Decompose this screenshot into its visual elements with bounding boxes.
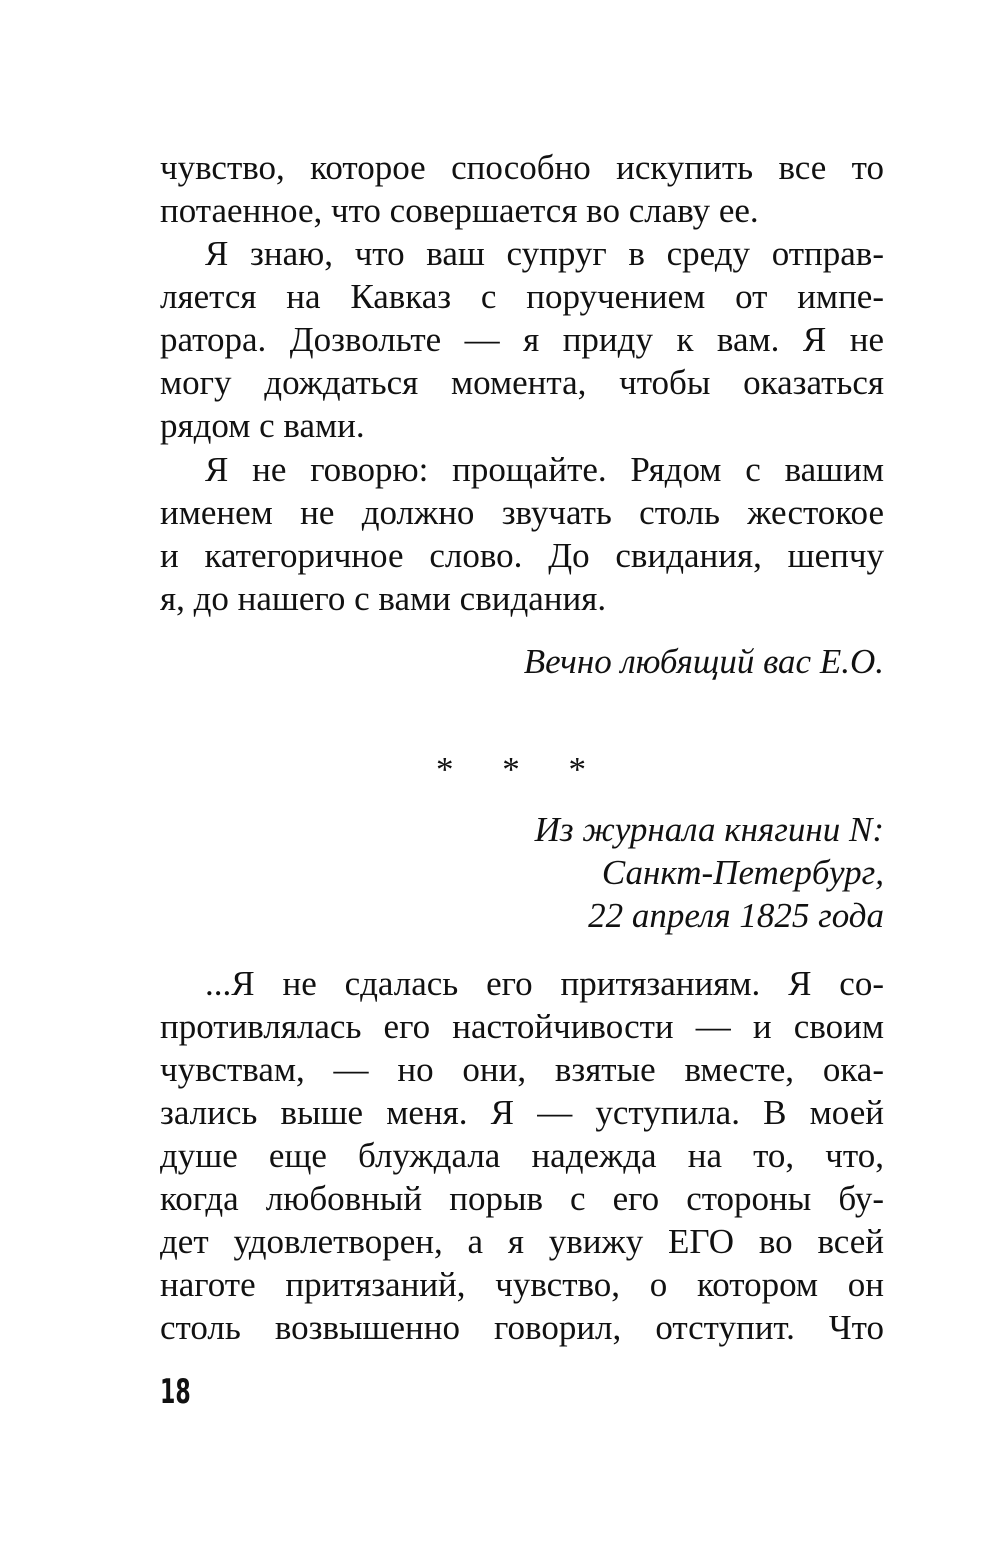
text-line: ...Я не сдалась его притязаниям. Я со- <box>205 964 884 1003</box>
journal-place: Санкт-Петербург, <box>601 853 884 892</box>
text-line: могу дождаться момента, чтобы оказаться <box>160 363 884 402</box>
text-line: рядом с вами. <box>160 406 365 445</box>
text-line: наготе притязаний, чувство, о котором он <box>160 1265 884 1304</box>
asterisk: * <box>568 750 586 789</box>
text-line: чувство, которое способно искупить все то <box>160 148 884 187</box>
text-line: потаенное, что совершается во славу ее. <box>160 191 759 230</box>
asterisk: * <box>502 750 520 789</box>
text-line: дет удовлетворен, а я увижу ЕГО во всей <box>160 1222 884 1261</box>
text-line: и категоричное слово. До свидания, шепчу <box>160 536 884 575</box>
text-line: зались выше меня. Я — уступила. В моей <box>160 1093 884 1132</box>
text-line: чувствам, — но они, взятые вместе, ока- <box>160 1050 884 1089</box>
text-line: противлялась его настойчивости — и своим <box>160 1007 884 1046</box>
paragraph <box>160 232 884 447</box>
journal-date: 22 апреля 1825 года <box>588 896 884 935</box>
text-line: душе еще блуждала надежда на то, что, <box>160 1136 884 1175</box>
text-line: когда любовный порыв с его стороны бу- <box>160 1179 884 1218</box>
asterisk: * <box>436 750 454 789</box>
paragraph <box>160 962 884 1349</box>
text-line: ратора. Дозвольте — я приду к вам. Я не <box>160 320 884 359</box>
journal-heading <box>535 808 884 937</box>
section-separator <box>436 748 586 791</box>
letter-signature: Вечно любящий вас Е.О. <box>523 642 884 681</box>
text-line: Я не говорю: прощайте. Рядом с вашим <box>205 450 884 489</box>
text-line: ляется на Кавказ с поручением от импе- <box>160 277 884 316</box>
text-line: именем не должно звучать столь жестокое <box>160 493 884 532</box>
page-number: 18 <box>160 1372 191 1412</box>
text-line: Я знаю, что ваш супруг в среду отправ- <box>205 234 884 273</box>
paragraph <box>160 448 884 620</box>
paragraph-continued <box>160 146 884 232</box>
text-line: я, до нашего с вами свидания. <box>160 579 607 618</box>
text-line: столь возвышенно говорил, отступит. Что <box>160 1308 884 1347</box>
journal-source: Из журнала княгини N: <box>534 810 884 849</box>
